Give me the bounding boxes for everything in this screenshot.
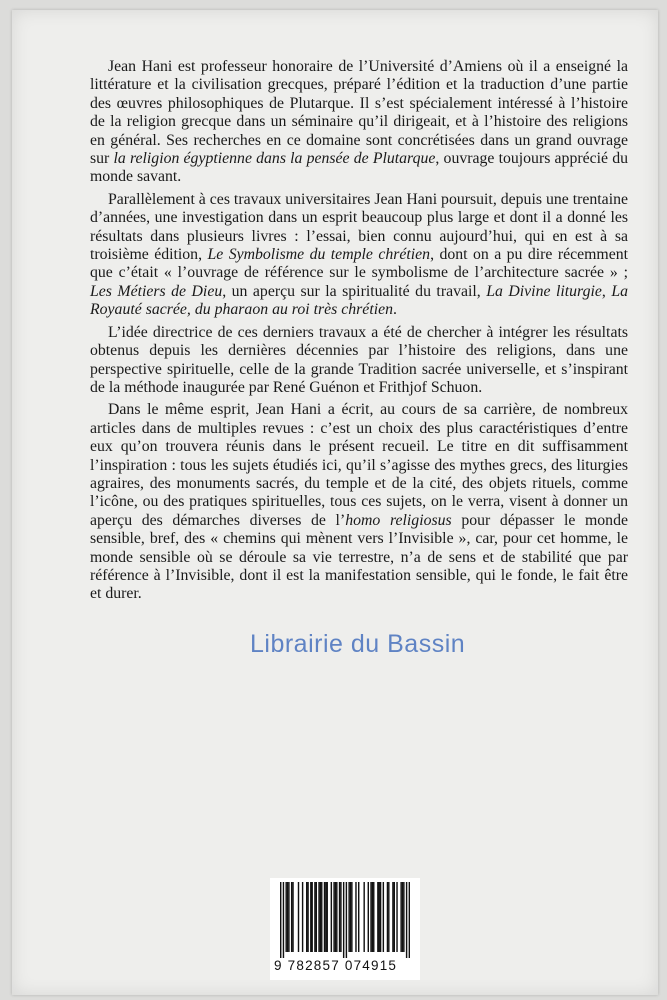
- barcode-bar: [318, 882, 319, 952]
- barcode-bar: [316, 882, 317, 952]
- barcode-bar: [370, 882, 371, 952]
- barcode-bar: [346, 882, 347, 958]
- barcode-bar: [333, 882, 334, 952]
- barcode-bar: [355, 882, 356, 952]
- barcode-bar: [372, 882, 373, 952]
- barcode-bar: [377, 882, 378, 952]
- barcode-bar: [335, 882, 336, 952]
- text-run: , dont on a pu dire récemment que c’était « l’ouvrage de référence sur le symbolisme de l’architecture sacrée » ;: [90, 246, 629, 282]
- barcode-bar: [402, 882, 403, 952]
- barcode-bar: [314, 882, 315, 952]
- title-italic: La Divine liturgie: [486, 282, 602, 300]
- barcode-bar: [363, 882, 364, 952]
- barcode-bar: [400, 882, 401, 952]
- text-run: , ouvrage toujours apprécié du monde savant.: [90, 150, 628, 186]
- barcode-bar: [373, 882, 374, 952]
- barcode-bar: [368, 882, 369, 952]
- isbn-barcode: [270, 878, 420, 980]
- barcode-bar: [298, 882, 299, 952]
- barcode-bar: [302, 882, 303, 952]
- barcode-bar: [288, 882, 289, 952]
- barcode-bar: [351, 882, 352, 952]
- paragraph-1: [90, 58, 628, 187]
- barcode-bar: [336, 882, 337, 952]
- barcode-bar: [287, 882, 288, 952]
- barcode-bar: [306, 882, 307, 952]
- barcode-bar: [339, 882, 340, 952]
- barcode-bar: [310, 882, 311, 952]
- text-run: Jean Hani est professeur honoraire de l’Université d’Amiens où il a enseigné la littérature et la civilisation grecques, préparé l’édition et la traduction d’une partie des œuvres philosophiques de Plutarque. Il s’est spécialement intéressé à l’histoire de la religion grecque dans un séminaire qu’il dirigeait, et à l’histoire des religions en général. Ses recherches en ce domaine sont concrétisées dans un grand ouvrage sur: [90, 58, 628, 168]
- text-run: Parallèlement à ces travaux universitaires Jean Hani poursuit, depuis une trentaine d’années, une investigation dans un esprit beaucoup plus large et dont il a donné les résultats dans plusieurs livres : l’essai, bien connu aujourd’hui, qui en est à sa troisième édition,: [90, 190, 628, 264]
- title-italic: Les Métiers de Dieu: [90, 282, 223, 300]
- barcode-bar: [280, 882, 281, 958]
- barcode-bar: [403, 882, 404, 952]
- barcode-bar: [379, 882, 380, 952]
- text-run: , un aperçu sur la spiritualité du travail,: [222, 282, 487, 300]
- barcode-bar: [358, 882, 359, 952]
- title-italic: homo religiosus: [345, 511, 452, 529]
- title-italic: La Royauté sacrée, du pharaon au roi très chrétien: [90, 282, 628, 319]
- barcode-bar: [307, 882, 308, 952]
- title-italic: Le Symbolisme du temple chrétien: [207, 246, 431, 264]
- barcode-bar: [350, 882, 351, 952]
- barcode-bar: [331, 882, 332, 952]
- barcode-bar: [380, 882, 381, 952]
- text-run: ,: [601, 282, 612, 300]
- barcode-bar: [283, 882, 284, 958]
- paragraph-2: [90, 191, 628, 320]
- paragraph-3: [90, 324, 628, 398]
- barcode-bars: [280, 882, 410, 958]
- barcode-bar: [321, 882, 322, 952]
- barcode-bar: [392, 882, 393, 952]
- barcode-bar: [292, 882, 293, 952]
- barcode-bar: [340, 882, 341, 952]
- barcode-bar: [285, 882, 286, 952]
- barcode-bar: [396, 882, 397, 952]
- barcode-bar: [388, 882, 389, 952]
- barcode-bar: [348, 882, 349, 952]
- back-cover-text: [90, 58, 628, 608]
- text-run: Dans le même esprit, Jean Hani a écrit, au cours de sa carrière, de nombreux articles dans de multiples revues : c’est un choix des plus caractéristiques d’entre eux qu’on trouvera réunis dans le présent recueil. Le titre en dit suffisamment l’inspiration : tous les sujets étudiés ici, qu’il s’agisse des mythes grecs, des liturgies agraires, des monuments sacrés, du temple et de la cité, des objets rituels, comme l’icône, ou des pratiques spirituelles, tous ces sujets, on le verra, visent à donner un aperçu des démarches diverses de l’: [90, 401, 628, 529]
- barcode-bar: [406, 882, 407, 958]
- barcode-bar: [383, 882, 384, 952]
- barcode-bar: [311, 882, 312, 952]
- barcode-bar: [291, 882, 292, 952]
- paragraph-4: [90, 401, 628, 603]
- barcode-bar: [324, 882, 325, 952]
- text-run: pour dépasser le monde sensible, bref, des « chemins qui mènent vers l’Invisible », car, pour cet homme, le monde sensible où se déroule sa vie terrestre, n’a de sens et de stabilité que par référence à l’Invisible, dont il est la manifestation sensible, qui le fonde, le fait être et durer.: [90, 511, 628, 603]
- text-run: .: [393, 301, 397, 319]
- text-run: L’idée directrice de ces derniers travaux a été de chercher à intégrer les résultats obtenus depuis les dernières décennies par l’histoire des religions, dans une perspective spirituelle, celle de la grande Tradition sacrée universelle, et s’inspirant de la méthode inaugurée par René Guénon et Frithjof Schuon.: [90, 323, 628, 396]
- barcode-bar: [320, 882, 321, 952]
- barcode-bar: [327, 882, 328, 952]
- title-italic: la religion égyptienne dans la pensée de Plutarque: [113, 150, 436, 168]
- watermark-text: Librairie du Bassin: [250, 630, 466, 658]
- barcode-bar: [343, 882, 344, 958]
- barcode-digits: 9 782857 074915: [274, 958, 398, 973]
- barcode-bar: [409, 882, 410, 958]
- barcode-bar: [394, 882, 395, 952]
- barcode-bar: [387, 882, 388, 952]
- barcode-bar: [325, 882, 326, 952]
- book-back-cover: [12, 10, 658, 995]
